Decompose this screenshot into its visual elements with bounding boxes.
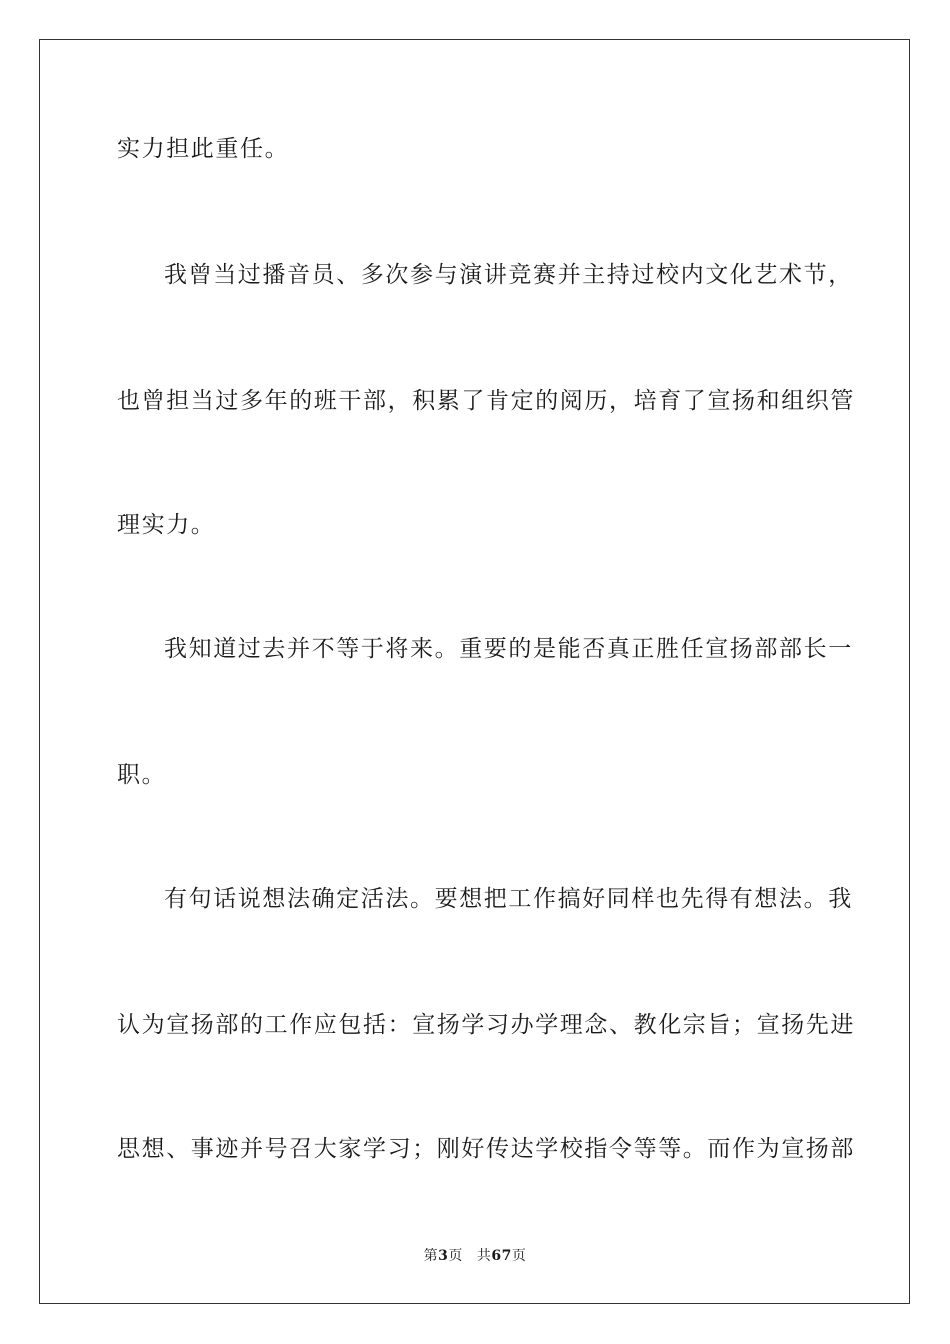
text-line-8: 认为宣扬部的工作应包括：宣扬学习办学理念、教化宗旨；宣扬先进 <box>117 1012 855 1038</box>
page-footer <box>0 1247 950 1265</box>
page-number: 3 <box>438 1248 449 1264</box>
total-pages: 67 <box>491 1248 512 1264</box>
text-line-7: 有句话说想法确定活法。要想把工作搞好同样也先得有想法。我 <box>164 886 853 912</box>
page-suffix: 页 <box>448 1248 463 1264</box>
text-line-4: 理实力。 <box>117 512 216 538</box>
text-line-1: 实力担此重任。 <box>117 136 290 162</box>
page-prefix: 第 <box>423 1248 439 1264</box>
text-line-5: 我知道过去并不等于将来。重要的是能否真正胜任宣扬部部长一 <box>164 636 853 662</box>
text-line-2: 我曾当过播音员、多次参与演讲竞赛并主持过校内文化艺术节， <box>164 262 853 288</box>
text-line-6: 职。 <box>117 762 167 788</box>
text-line-3: 也曾担当过多年的班干部，积累了肯定的阅历，培育了宣扬和组织管 <box>117 388 855 414</box>
total-prefix: 共 <box>476 1248 492 1264</box>
total-suffix: 页 <box>511 1248 527 1264</box>
text-line-9: 思想、事迹并号召大家学习；刚好传达学校指令等等。而作为宣扬部 <box>117 1136 855 1162</box>
page-border <box>39 39 910 1304</box>
